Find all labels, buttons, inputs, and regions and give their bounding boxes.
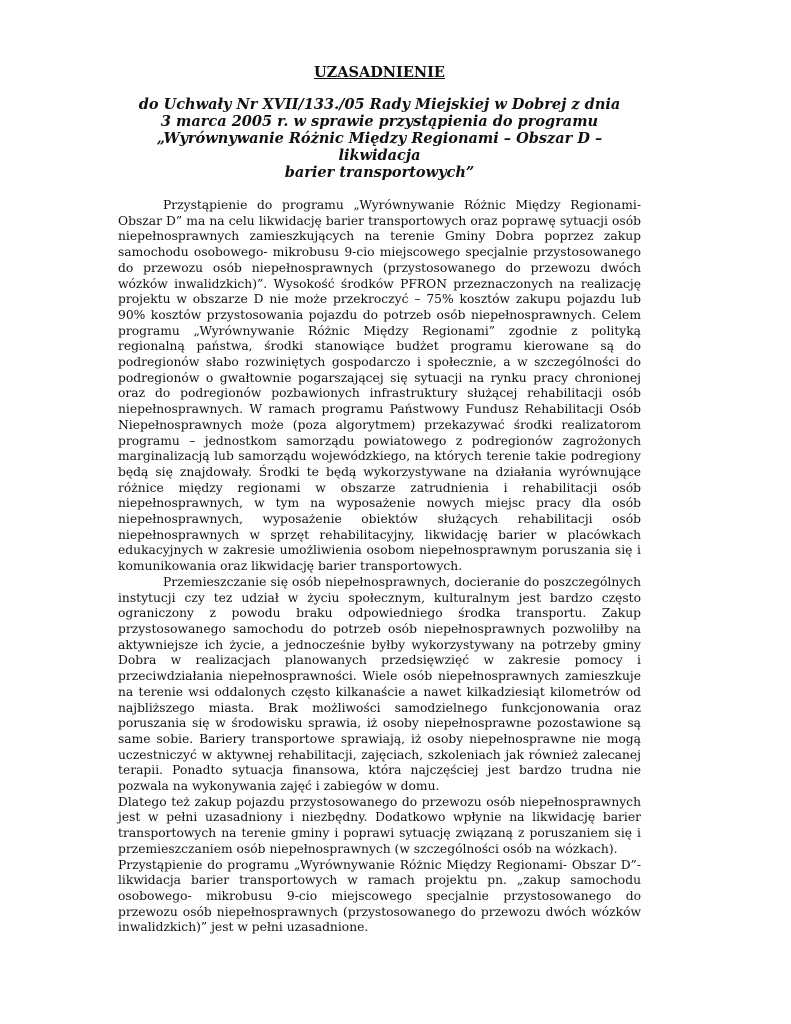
document-heading: UZASADNIENIE — [314, 64, 445, 81]
document-subtitle — [118, 96, 641, 181]
paragraph-3: Dlatego też zakup pojazdu przystosowanego do przewozu osób niepełnosprawnych jest w pełni uzasadniony i niezbędny. Dodatkowo wpłynie na likwidację barier transportowych na terenie gminy i poprawi sytuację związaną z poruszaniem się i przemieszczaniem osób niepełnosprawnych (w szczególności osób na wózkach). — [118, 794, 641, 856]
paragraph-4: Przystąpienie do programu „Wyrównywanie Różnic Między Regionami- Obszar D”- likwidacja barier transportowych w ramach projektu pn. „zakup samochodu osobowego- mikrobusu 9-cio miejscowego specjalnie przystosowanego do przewozu osób niepełnosprawnych (przystosowanego do przewozu dwóch wózków inwalidzkich)” jest w pełni uzasadnione. — [118, 857, 641, 935]
subtitle-line: „Wyrównywanie Różnic Między Regionami – Obszar D – likwidacja — [156, 130, 603, 164]
paragraph-1: Przystąpienie do programu „Wyrównywanie Różnic Między Regionami- Obszar D” ma na celu likwidację barier transportowych oraz poprawę sytuacji osób niepełnosprawnych zamieszkujących na terenie Gminy Dobra poprzez zakup samochodu osobowego- mikrobusu 9-cio miejscowego specjalnie przystosowanego do przewozu osób niepełnosprawnych (przystosowanego do przewozu dwóch wózków inwalidzkich)”. Wysokość środków PFRON przeznaczonych na realizację projektu w obszarze D nie może przekroczyć – 75% kosztów zakupu pojazdu lub 90% kosztów przystosowania pojazdu do potrzeb osób niepełnosprawnych. Celem programu „Wyrównywanie Różnic Między Regionami” zgodnie z polityką regionalną państwa, środki stanowiące budżet programu kierowane są do podregionów słabo rozwiniętych gospodarczo i społecznie, a w szczególności do podregionów o gwałtownie pogarszającej się sytuacji na rynku pracy chronionej oraz do podregionów pozbawionych infrastruktury służącej rehabilitacji osób niepełnosprawnych. W ramach programu Państwowy Fundusz Rehabilitacji Osób Niepełnosprawnych może (poza algorytmem) przekazywać środki realizatorom programu – jednostkom samorządu powiatowego z podregionów zagrożonych marginalizacją lub samorządu wojewódzkiego, na których terenie takie podregiony będą się znajdowały. Środki te będą wykorzystywane na działania wyrównujące różnice między regionami w obszarze zatrudnienia i rehabilitacji osób niepełnosprawnych, w tym na wyposażenie nowych miejsc pracy dla osób niepełnosprawnych, wyposażenie obiektów służących rehabilitacji osób niepełnosprawnych w sprzęt rehabilitacyjny, likwidację barier w placówkach edukacyjnych w zakresie umożliwienia osobom niepełnosprawnym poruszania się i komunikowania oraz likwidację barier transportowych. — [118, 198, 641, 574]
paragraph-2: Przemieszczanie się osób niepełnosprawnych, docieranie do poszczególnych instytucji czy tez udział w życiu społecznym, kulturalnym jest bardzo często ograniczony z powodu braku odpowiedniego środka transportu. Zakup przystosowanego samochodu do potrzeb osób niepełnosprawnych pozwoliłby na aktywniejsze ich życie, a jednocześnie byłby wykorzystywany na potrzeby gminy Dobra w realizacjach planowanych przedsięwzięć w zakresie pomocy i przeciwdziałania niepełnosprawności. Wiele osób niepełnosprawnych zamieszkuje na terenie wsi oddalonych często kilkanaście a nawet kilkadziesiąt kilometrów od najbliższego miasta. Brak możliwości samodzielnego funkcjonowania oraz poruszania się w środowisku sprawia, iż osoby niepełnosprawne pozostawione są same sobie. Bariery transportowe sprawiają, iż osoby niepełnosprawne nie mogą uczestniczyć w aktywnej rehabilitacji, zajęciach, szkoleniach jak również zalecanej terapii. Ponadto sytuacja finansowa, która najczęściej jest bardzo trudna nie pozwala na wykonywania zajęć i zabiegów w domu. — [118, 574, 641, 794]
subtitle-line: barier transportowych” — [284, 164, 475, 181]
subtitle-line: 3 marca 2005 r. w sprawie przystąpienia do programu — [160, 113, 599, 130]
document-body — [118, 198, 641, 936]
subtitle-line: do Uchwały Nr XVII/133./05 Rady Miejskiej w Dobrej z dnia — [138, 96, 621, 113]
